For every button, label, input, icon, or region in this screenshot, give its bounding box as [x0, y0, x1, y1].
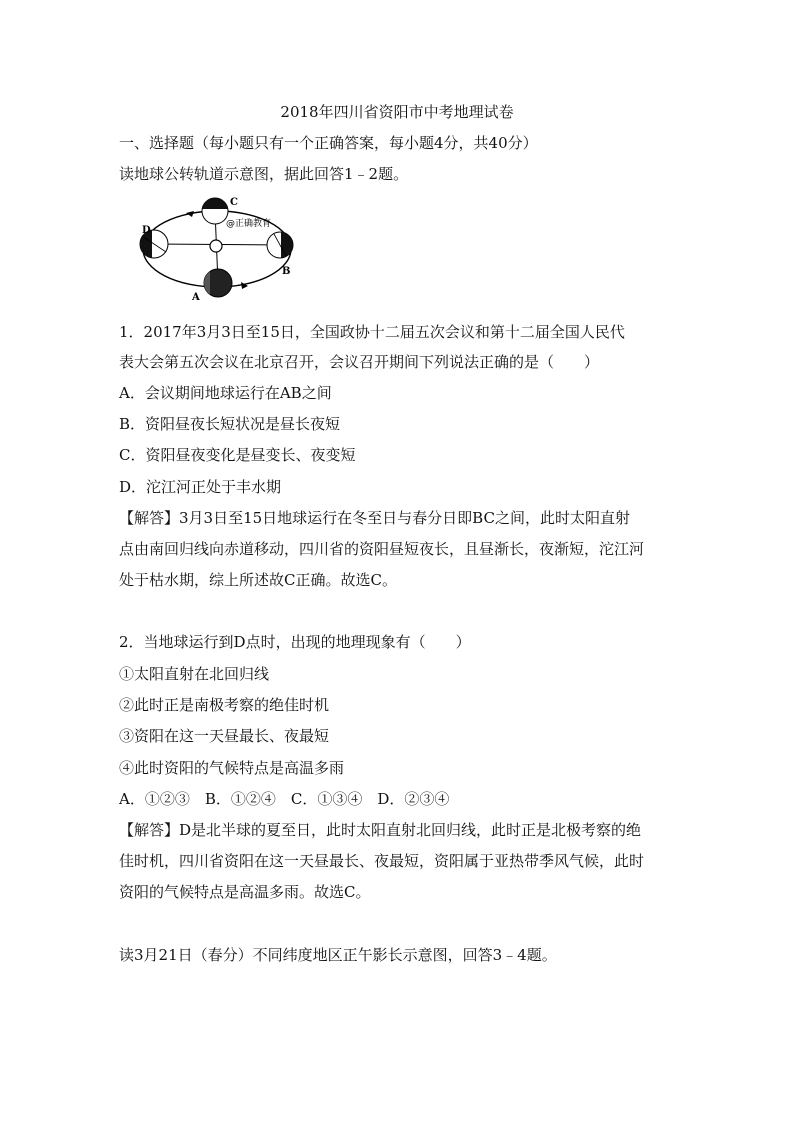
q2-answer-line3: 资阳的气候特点是高温多雨。故选C。 — [119, 883, 371, 901]
q1-option-c: C．资阳昼夜变化是昼变长、夜变短 — [119, 446, 356, 464]
page-title: 2018年四川省资阳市中考地理试卷 — [280, 103, 514, 121]
intro-q3-q4: 读3月21日（春分）不同纬度地区正午影长示意图，回答3﹣4题。 — [119, 946, 557, 964]
q2-item-2: ②此时正是南极考察的绝佳时机 — [119, 696, 330, 714]
section-heading: 一、选择题（每小题只有一个正确答案，每小题4分，共40分） — [119, 134, 538, 152]
label-b: B — [282, 266, 291, 277]
earth-c-icon — [202, 197, 228, 224]
q1-stem-line2: 表大会第五次会议在北京召开，会议召开期间下列说法正确的是（ ） — [119, 353, 600, 371]
label-c: C — [230, 197, 238, 208]
label-a: A — [192, 292, 200, 302]
q2-answer-line2: 佳时机，四川省资阳在这一天昼最长、夜最短，资阳属于亚热带季风气候，此时 — [119, 852, 645, 870]
intro-q1-q2: 读地球公转轨道示意图，据此回答1﹣2题。 — [119, 165, 409, 183]
q1-answer-line2: 点由南回归线向赤道移动，四川省的资阳昼短夜长，且昼渐长，夜渐短，沱江河 — [119, 540, 645, 558]
earth-b-icon — [267, 230, 295, 260]
earth-orbit-diagram — [128, 196, 304, 302]
q2-options: A．①②③ B．①②④ C．①③④ D．②③④ — [119, 790, 450, 808]
earth-a-icon — [204, 268, 232, 298]
q1-stem-line1: 1．2017年3月3日至15日，全国政协十二届五次会议和第十二届全国人民代 — [119, 323, 625, 341]
q2-item-4: ④此时资阳的气候特点是高温多雨 — [119, 759, 345, 777]
label-d: D — [142, 225, 151, 236]
watermark: @正确教育 — [226, 219, 272, 229]
q1-answer-line1: 【解答】3月3日至15日地球运行在冬至日与春分日即BC之间，此时太阳直射 — [119, 509, 630, 527]
q1-option-d: D．沱江河正处于丰水期 — [119, 478, 282, 496]
q2-stem: 2．当地球运行到D点时，出现的地理现象有（ ） — [119, 633, 471, 651]
sun-icon — [210, 240, 222, 252]
q1-option-a: A．会议期间地球运行在AB之间 — [119, 384, 332, 402]
q2-answer-line1: 【解答】D是北半球的夏至日，此时太阳直射北回归线，此时正是北极考察的绝 — [119, 821, 642, 839]
q2-item-3: ③资阳在这一天昼最长、夜最短 — [119, 727, 330, 745]
q1-answer-line3: 处于枯水期，综上所述故C正确。故选C。 — [119, 571, 397, 589]
q2-item-1: ①太阳直射在北回归线 — [119, 665, 270, 683]
q1-option-b: B．资阳昼夜长短状况是昼长夜短 — [119, 415, 341, 433]
